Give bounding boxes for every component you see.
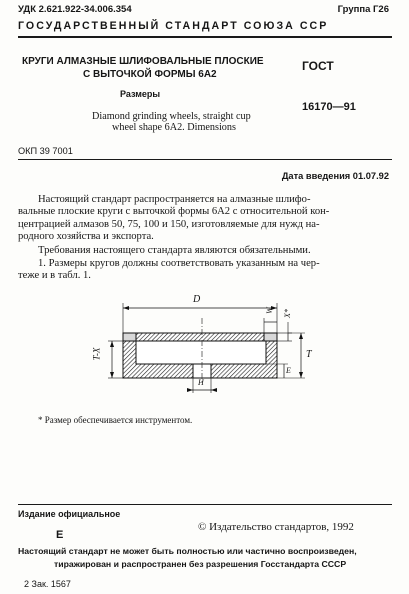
intro-line: родного хозяйства и экспорта. bbox=[18, 231, 154, 243]
label-x: X* bbox=[282, 309, 292, 318]
label-w: W bbox=[264, 307, 274, 314]
intro-line: Настоящий стандарт распространяется на алмазные шлифо- bbox=[38, 194, 311, 205]
diamond-layer-left bbox=[123, 333, 136, 341]
footer-rule bbox=[18, 504, 392, 505]
notice-line2: тиражирован и распространен без разрешения Госстандарта СССР bbox=[54, 559, 347, 569]
english-title-line2: wheel shape 6A2. Dimensions bbox=[112, 122, 236, 133]
gost-number: 16170—91 bbox=[302, 101, 356, 113]
label-d: D bbox=[193, 294, 201, 305]
sizes-line: теже и в табл. 1. bbox=[18, 270, 91, 282]
doc-title-line1: КРУГИ АЛМАЗНЫЕ ШЛИФОВАЛЬНЫЕ ПЛОСКИЕ bbox=[22, 56, 264, 67]
label-h: H bbox=[198, 378, 204, 387]
label-tx: T-X bbox=[91, 347, 102, 361]
doc-title-line2: С ВЫТОЧКОЙ ФОРМЫ 6А2 bbox=[83, 69, 217, 80]
footnote: * Размер обеспечивается инструментом. bbox=[38, 415, 193, 425]
sizes-line: 1. Размеры кругов должны соответствовать указанным на чер- bbox=[38, 258, 320, 269]
english-title-line1: Diamond grinding wheels, straight cup bbox=[92, 111, 251, 122]
official-edition: Издание официальное bbox=[18, 509, 121, 519]
effective-date: Дата введения 01.07.92 bbox=[281, 171, 389, 181]
gost-label: ГОСТ bbox=[302, 59, 334, 73]
group-code: Группа Г26 bbox=[337, 4, 389, 15]
doc-subtitle: Размеры bbox=[120, 89, 161, 99]
intro-line: центрацией алмазов 50, 75, 100 и 150, изготовляемые для нужд на- bbox=[18, 218, 320, 230]
recess-outline bbox=[136, 341, 266, 364]
org-title: ГОСУДАРСТВЕННЫЙ СТАНДАРТ СОЮЗА ССР bbox=[18, 20, 329, 32]
letter-e: Е bbox=[56, 529, 64, 541]
label-e: E bbox=[286, 366, 291, 375]
copyright: © Издательство стандартов, 1992 bbox=[198, 521, 354, 533]
notice-line1: Настоящий стандарт не может быть полностью или частично воспроизведен, bbox=[18, 546, 357, 556]
mandatory-line: Требования настоящего стандарта являются обязательными. bbox=[38, 245, 311, 256]
intro-line: вальные плоские круги с выточкой формы 6А2 с относительной кон- bbox=[18, 206, 330, 218]
diamond-layer-right bbox=[264, 333, 277, 341]
okp-code: ОКП 39 7001 bbox=[18, 146, 73, 156]
order-number: 2 Зак. 1567 bbox=[24, 579, 71, 589]
udk-code: УДК 2.621.922-34.006.354 bbox=[18, 4, 132, 15]
label-t: T bbox=[306, 349, 312, 360]
